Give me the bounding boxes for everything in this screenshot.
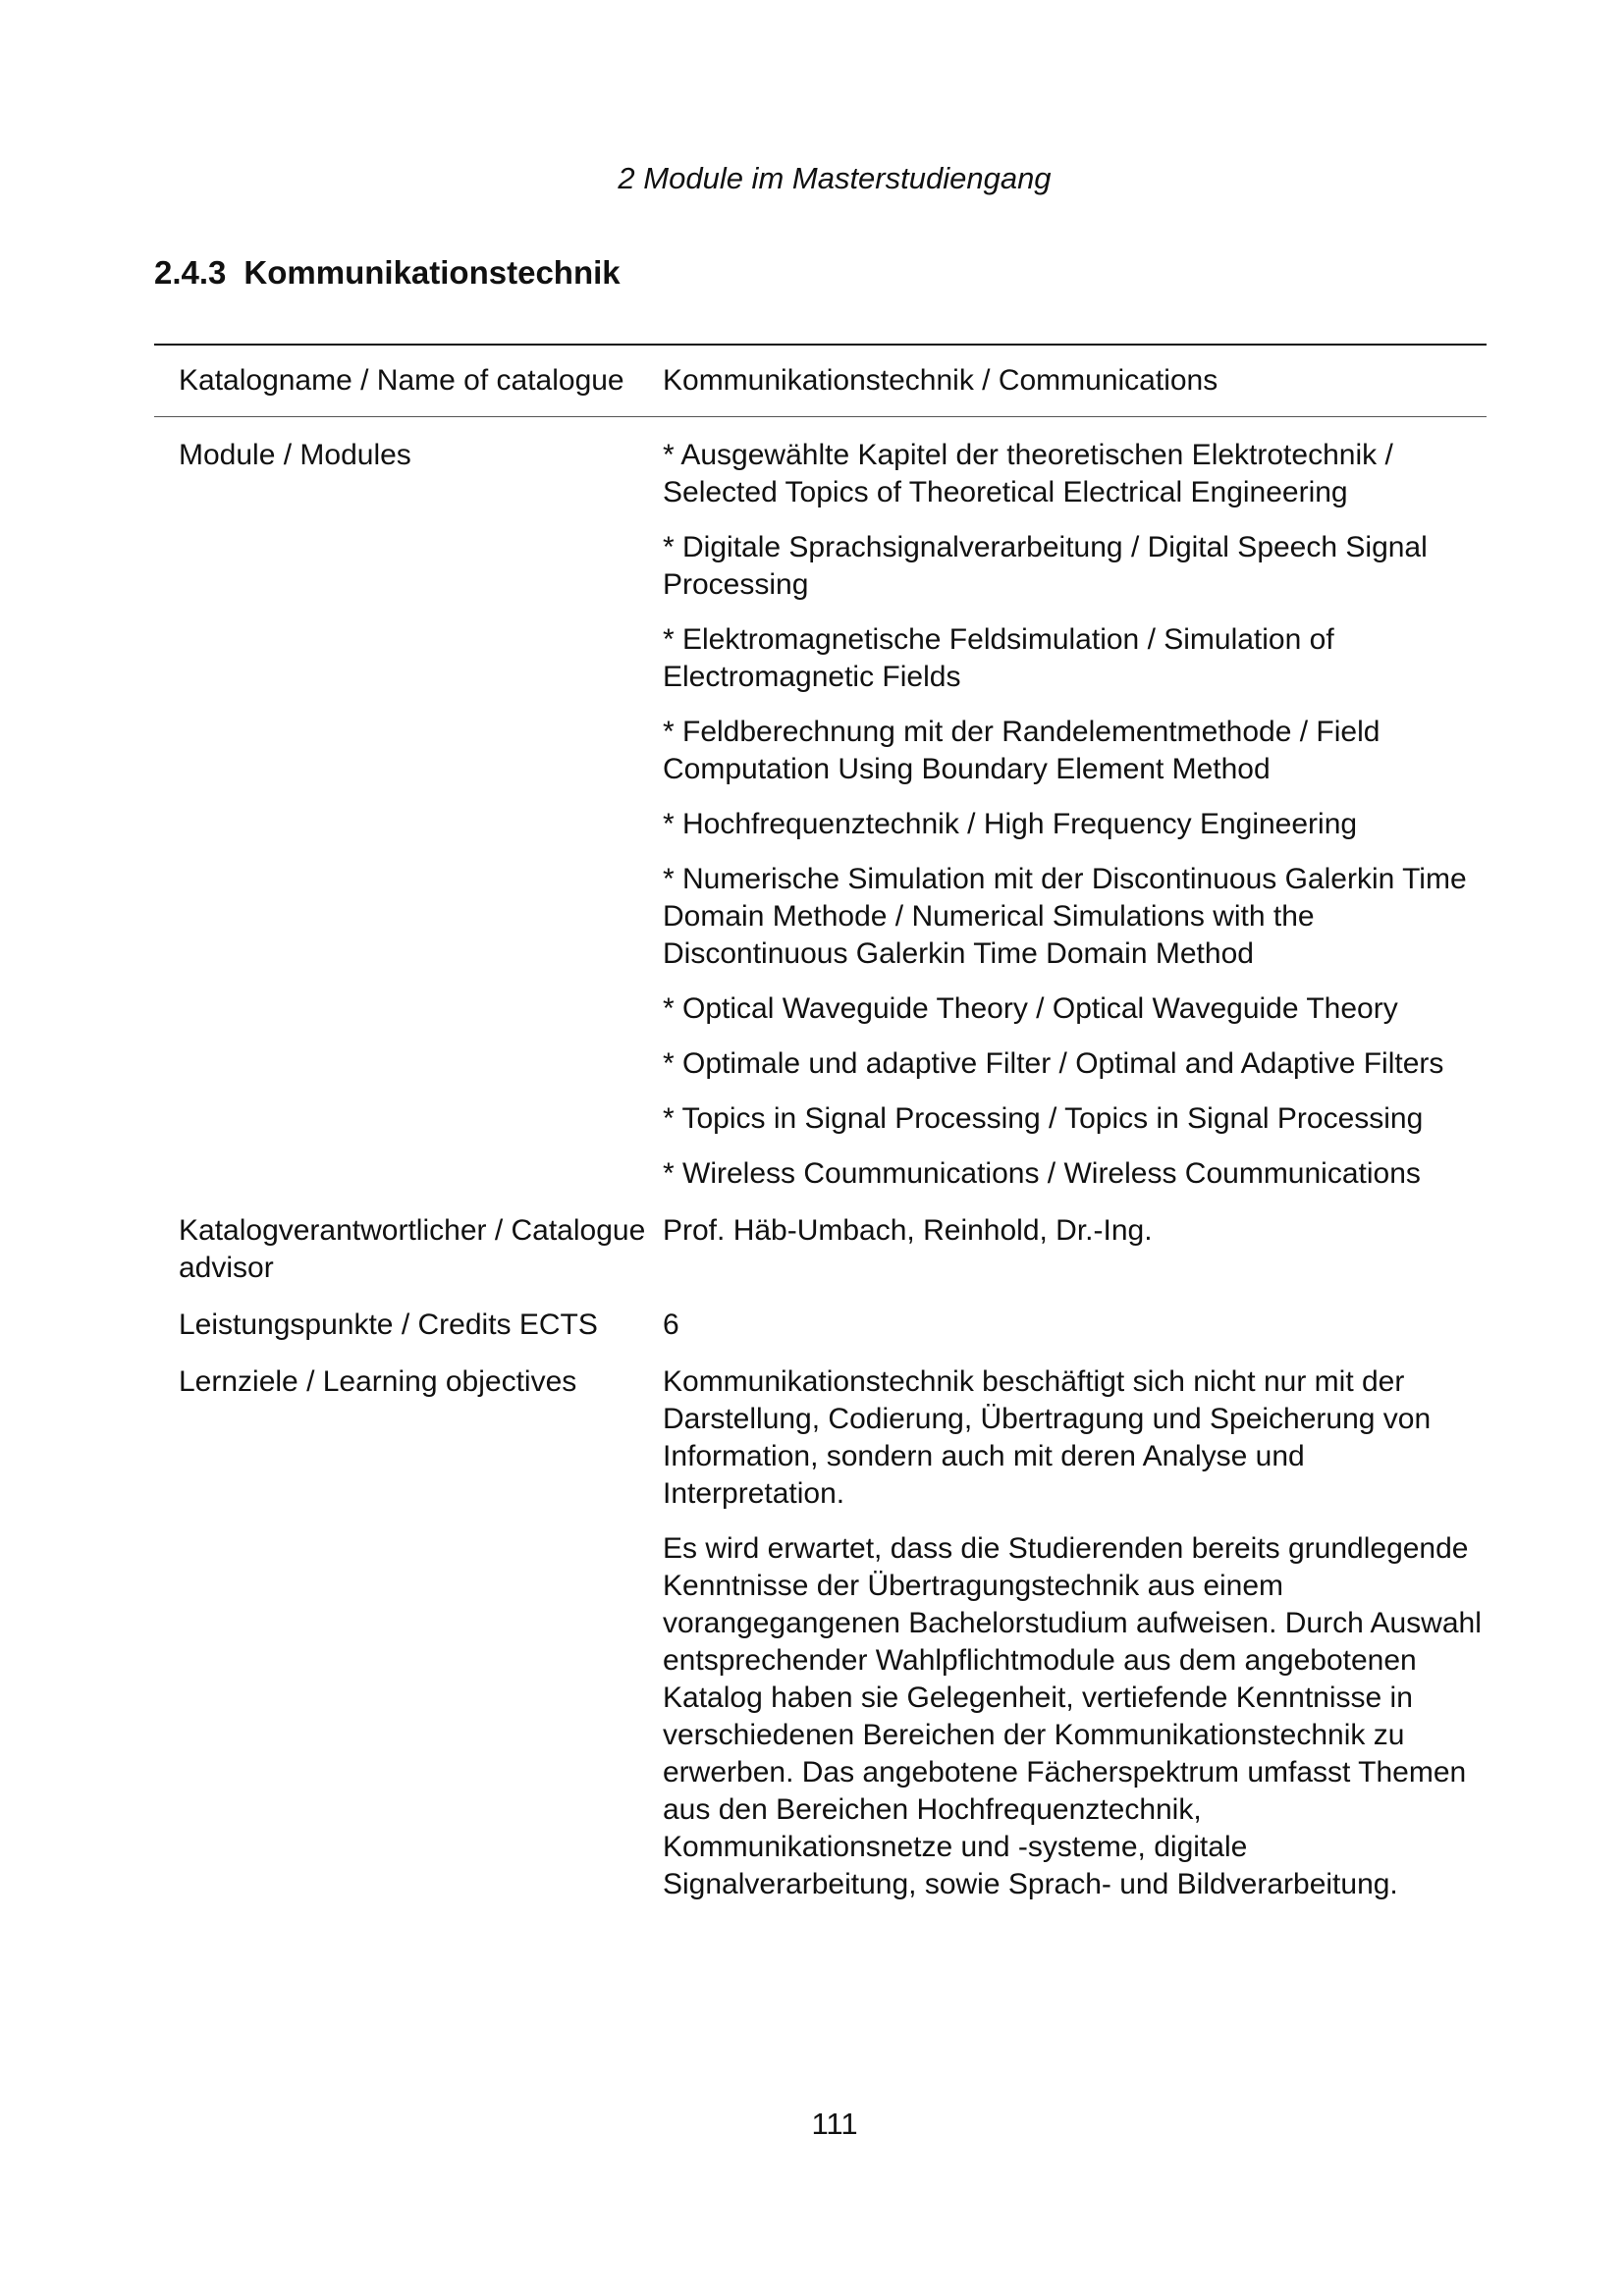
objectives-value: [663, 1363, 1487, 1921]
module-item: * Topics in Signal Processing / Topics in Signal Processing: [663, 1102, 1424, 1135]
catalog-name-value: Kommunikationstechnik / Communications: [663, 364, 1218, 397]
module-item: * Optimale und adaptive Filter / Optimal and Adaptive Filters: [663, 1047, 1444, 1080]
advisor-value: Prof. Häb-Umbach, Reinhold, Dr.-Ing.: [663, 1214, 1153, 1247]
advisor-label: Katalogverantwortlicher / Catalogue advisor: [179, 1214, 646, 1284]
table-row-credits: [154, 1287, 1487, 1344]
modules-label: Module / Modules: [179, 439, 411, 471]
catalog-table: [154, 344, 1487, 1921]
table-row-modules: [154, 417, 1487, 1193]
objectives-paragraph: Kommunikationstechnik beschäftigt sich nicht nur mit der Darstellung, Codierung, Übertragung und Speicherung von Information, sondern auch mit deren Analyse und Interpretation.: [663, 1365, 1432, 1510]
credits-value: 6: [663, 1308, 679, 1341]
module-item: * Elektromagnetische Feldsimulation / Simulation of Electromagnetic Fields: [663, 623, 1334, 693]
module-item: * Numerische Simulation mit der Discontinuous Galerkin Time Domain Methode / Numerical Simulations with the Discontinuous Galerkin Time Domain Method: [663, 863, 1467, 970]
section-number: 2.4.3: [154, 254, 227, 291]
catalog-name-label: Katalogname / Name of catalogue: [179, 364, 624, 397]
running-header: 2 Module im Masterstudiengang: [618, 161, 1052, 195]
objectives-label: Lernziele / Learning objectives: [179, 1365, 577, 1398]
objectives-paragraph: Es wird erwartet, dass die Studierenden bereits grundlegende Kenntnisse der Übertragungstechnik aus einem vorangegangenen Bachelorstudium aufweisen. Durch Auswahl entsprechender Wahlpflichtmodule aus dem angebotenen Katalog haben sie Gelegenheit, vertiefende Kenntnisse in verschiedenen Bereichen der Kommunikationstechnik zu erwerben. Das angebotene Fächerspektrum umfasst Themen aus den Bereichen Hochfrequenztechnik, Kommunikationsnetze und -systeme, digitale Signalverarbeitung, sowie Sprach- und Bildverarbeitung.: [663, 1532, 1482, 1900]
table-row-objectives: [154, 1344, 1487, 1921]
module-item: * Feldberechnung mit der Randelementmethode / Field Computation Using Boundary Element Method: [663, 716, 1380, 785]
table-row-advisor: [154, 1193, 1487, 1287]
module-item: * Ausgewählte Kapitel der theoretischen Elektrotechnik / Selected Topics of Theoretical Electrical Engineering: [663, 439, 1393, 508]
credits-label: Leistungspunkte / Credits ECTS: [179, 1308, 598, 1341]
module-item: * Hochfrequenztechnik / High Frequency Engineering: [663, 808, 1358, 840]
module-item: * Wireless Coummunications / Wireless Coummunications: [663, 1157, 1421, 1190]
module-list: [663, 437, 1487, 1193]
section-heading: [154, 252, 621, 294]
table-row-catalog-name: [154, 346, 1487, 417]
modules-value: [663, 437, 1487, 1193]
page-number: 111: [811, 2107, 858, 2141]
module-item: * Optical Waveguide Theory / Optical Waveguide Theory: [663, 992, 1398, 1025]
module-item: * Digitale Sprachsignalverarbeitung / Digital Speech Signal Processing: [663, 531, 1428, 601]
section-title: Kommunikationstechnik: [244, 254, 621, 291]
